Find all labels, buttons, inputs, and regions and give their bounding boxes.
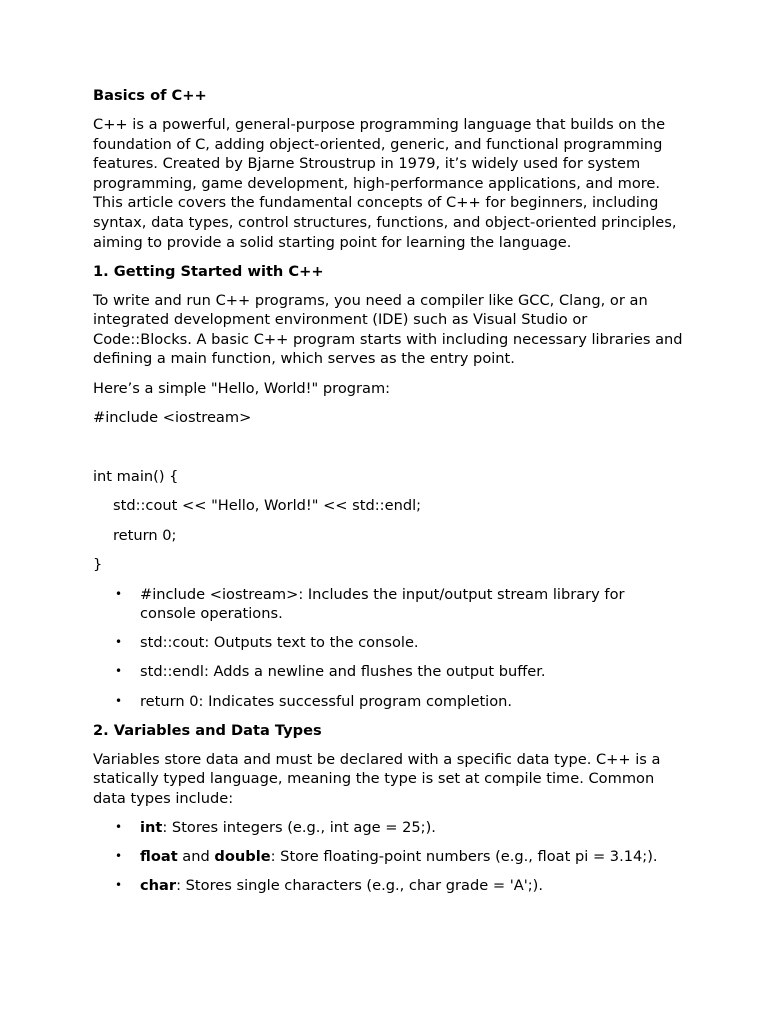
code-line-cout: std::cout << "Hello, World!" << std::endl;: [113, 497, 422, 515]
example-intro: Here’s a simple "Hello, World!" program:: [93, 379, 391, 397]
document-body: [93, 86, 683, 905]
section-1-paragraph: To write and run C++ programs, you need a compiler like GCC, Clang, or an integrated development environment (IDE) such as Visual Studio or Code::Blocks. A basic C++ program starts with including necessary libraries and defining a main function, which serves as the entry point.: [93, 291, 683, 368]
section-1-heading: 1. Getting Started with C++: [93, 262, 324, 280]
list-item: [93, 692, 683, 712]
bullet-icon: •: [115, 664, 123, 679]
code-blank-line: [93, 437, 683, 467]
list-item-text: std::endl: Adds a newline and flushes the output buffer.: [140, 663, 546, 681]
code-line-include: #include <iostream>: [93, 408, 252, 426]
list-item-text: : Stores single characters (e.g., char grade = 'A';).: [176, 877, 543, 895]
list-item: [93, 847, 683, 867]
bullet-icon: •: [115, 878, 123, 893]
term-double: double: [214, 847, 271, 865]
list-item: [93, 818, 683, 838]
term-float: float: [140, 847, 178, 865]
code-explanation-list: [93, 585, 683, 711]
list-item-text: return 0: Indicates successful program completion.: [140, 692, 513, 710]
bullet-icon: •: [115, 586, 123, 601]
bullet-icon: •: [115, 635, 123, 650]
list-item: [93, 876, 683, 896]
list-item: [93, 662, 683, 682]
list-item-text: #include <iostream>: Includes the input/output stream library for console operations.: [140, 585, 625, 623]
section-2-heading: 2. Variables and Data Types: [93, 721, 322, 739]
section-2-paragraph: Variables store data and must be declared with a specific data type. C++ is a statically typed language, meaning the type is set at compile time. Common data types include:: [93, 750, 661, 807]
term-int: int: [140, 818, 163, 836]
list-item-connector: and: [177, 847, 215, 865]
code-line-return: return 0;: [113, 526, 177, 544]
intro-paragraph: C++ is a powerful, general-purpose programming language that builds on the foundation of C, adding object-oriented, generic, and functional programming features. Created by Bjarne Stroustrup in 1979, it’s widely used for system programming, game development, high-performance applications, and more. This article covers the fundamental concepts of C++ for beginners, including syntax, data types, control structures, functions, and object-oriented principles, aiming to provide a solid starting point for learning the language.: [93, 116, 677, 251]
document-title: Basics of C++: [93, 87, 207, 104]
bullet-icon: •: [115, 819, 123, 834]
term-char: char: [140, 877, 177, 895]
list-item-text: : Store floating-point numbers (e.g., float pi = 3.14;).: [270, 847, 658, 865]
list-item: [93, 633, 683, 653]
code-line-main: int main() {: [93, 467, 179, 485]
list-item-text: : Stores integers (e.g., int age = 25;).: [162, 818, 436, 836]
code-line-close-brace: }: [93, 556, 103, 574]
list-item: [93, 585, 683, 624]
bullet-icon: •: [115, 848, 123, 863]
data-types-list: [93, 818, 683, 896]
bullet-icon: •: [115, 693, 123, 708]
list-item-text: std::cout: Outputs text to the console.: [140, 634, 419, 652]
